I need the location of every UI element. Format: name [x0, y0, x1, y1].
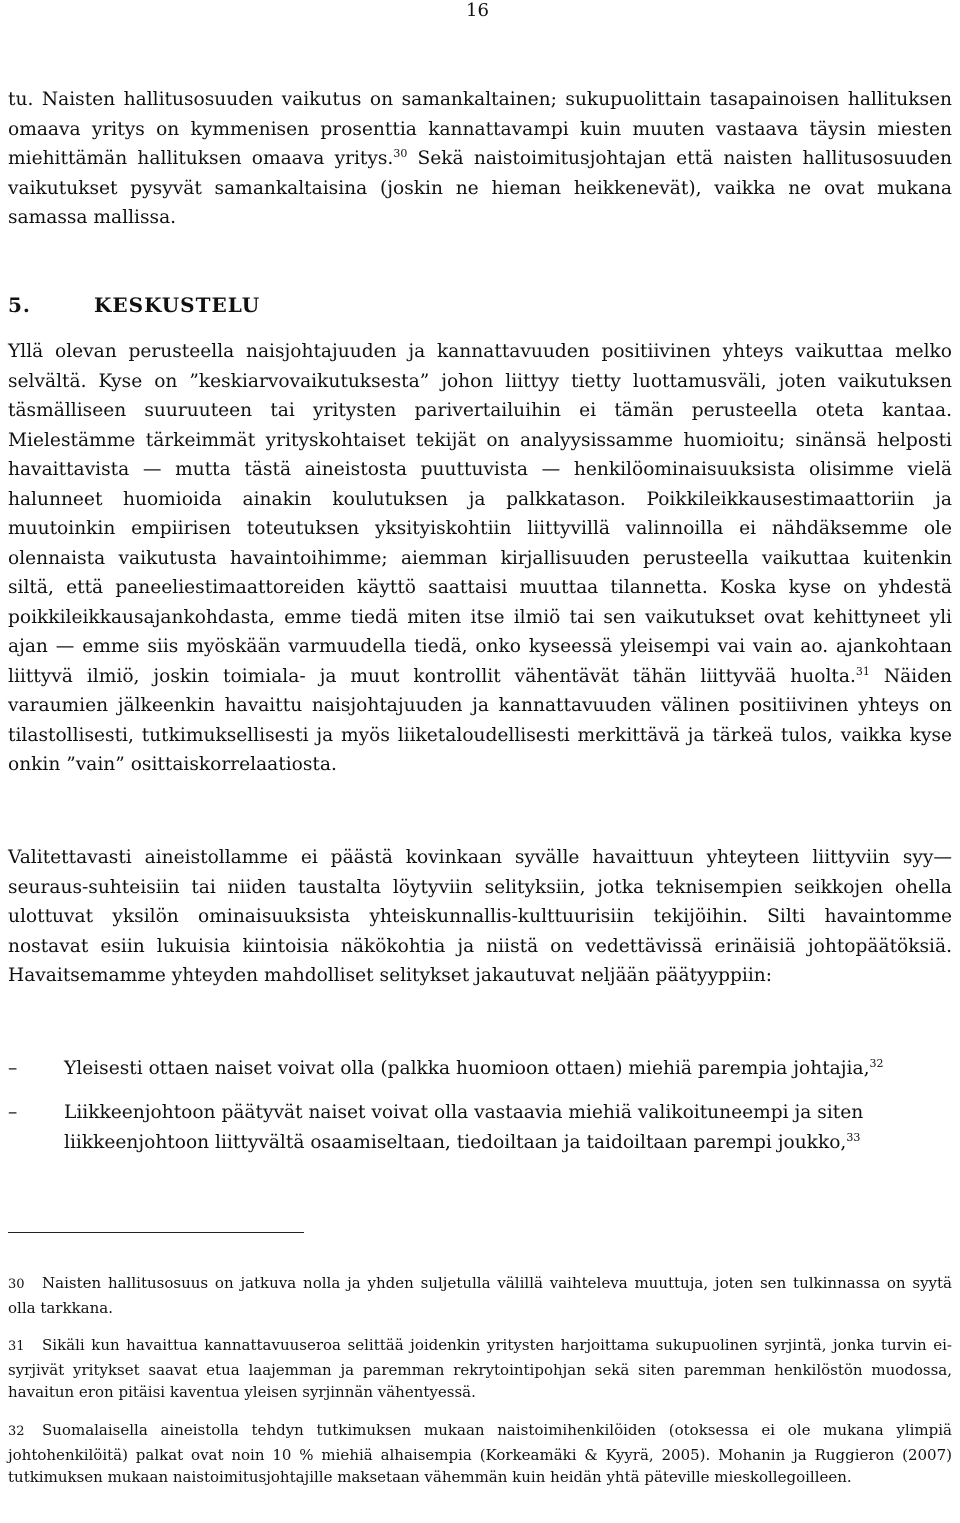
page-number: 16 [466, 0, 489, 21]
paragraph-explanations-text: Valitettavasti aineistollamme ei päästä kovinkaan syvälle havaittuun yhteyteen liittyviin syy—seuraus-suhteisiin tai niiden taustalta löytyviin selityksiin, jotka teknisempien seikkojen ohella ulottuvat yksilön ominaisuuksista yhteiskunnallis-kulttuurisiin tekijöihin. Silti havaintomme nostavat esiin lukuisia kiintoisia näkökohtia ja niistä on vedettävissä erinäisiä johtopäätöksiä. Havaitsemamme yhteyden mahdolliset selitykset jakautuvat neljään päätyyppiin: [8, 847, 952, 986]
paragraph-intro [8, 85, 952, 233]
list-dash: – [8, 1102, 18, 1123]
paragraph-intro-text-b: Sekä naistoimitusjohtajan että naisten hallitusosuuden vaikutukset pysyvät samankaltaisina (joskin ne hieman heikkenevät), vaikka ne ovat mukana samassa mallissa. [8, 148, 953, 228]
list-item [8, 1098, 952, 1158]
footnote-30 [8, 1272, 952, 1319]
section-title: KESKUSTELU [94, 293, 261, 317]
footnote-text: Suomalaisella aineistolla tehdyn tutkimuksen mukaan naistoimihenkilöiden (otoksessa ei ole mukana ylimpiä johtohenkilöitä) palkat ovat noin 10 % miehiä alhaisempia (Korkeamäki & Kyyrä, 2005). Mohanin ja Ruggieron (2007) tutkimuksen mukaan naistoimitusjohtajille maksetaan vähemmän kuin heidän yhtä päteville mieskollegoilleen. [8, 1421, 952, 1486]
paragraph-discussion-text-a: Yllä olevan perusteella naisjohtajuuden ja kannattavuuden positiivinen yhteys vaikuttaa melko selvältä. Kyse on ”keskiarvovaikutuksesta” johon liittyy tietty luottamusväli, joten vaikutuksen täsmälliseen suuruuteen tai yritysten parivertailuihin ei tämän perusteella oteta kantaa. Mielestämme tärkeimmät yrityskohtaiset tekijät on analyysissamme huomioitu; sinänsä helposti havaittavista — mutta tästä aineistosta puuttuvista — henkilöominaisuuksista olisimme vielä halunneet huomioida ainakin koulutuksen ja palkkatason. Poikkileikkausestimaattoriin ja muutoinkin empiirisen toteutuksen yksityiskohtiin liittyvillä valinnoilla ei nähdäksemme ole olennaista vaikutusta havaintoihimme; aiemman kirjallisuuden perusteella vaikuttaa kuitenkin siltä, että paneeliestimaattoreiden käyttö saattaisi muuttaa tilannetta. Koska kyse on yhdestä poikkileikkausajankohdasta, emme tiedä miten itse ilmiö tai sen vaikutukset ovat kehittyneet yli ajan — emme siis myöskään varmuudella tiedä, onko kyseessä yleisempi vai vain ao. ajankohtaan liittyvä ilmiö, joskin toimiala- ja muut kontrollit vähentävät tähän liittyvää huolta. [8, 341, 952, 687]
list-item-text: Yleisesti ottaen naiset voivat olla (palkka huomioon ottaen) miehiä parempia johtajia, [64, 1058, 870, 1079]
paragraph-discussion-text-b: Näiden varaumien jälkeenkin havaittu naisjohtajuuden ja kannattavuuden välinen positiivinen yhteys on tilastollisesti, tutkimuksellisesti ja myös liiketaloudellisesti merkittävä ja tärkeä tulos, vaikka kyse onkin ”vain” osittaiskorrelaatiosta. [8, 665, 953, 775]
footnote-separator [8, 1232, 304, 1233]
footnote-text: Naisten hallitusosuus on jatkuva nolla ja yhden suljetulla välillä vaihteleva muuttuja, joten sen tulkinnassa on syytä olla tarkkana. [8, 1274, 952, 1317]
footnote-number: 30 [8, 1277, 25, 1292]
paragraph-explanations [8, 843, 952, 991]
list-item-text: Liikkeenjohtoon päätyvät naiset voivat olla vastaavia miehiä valikoituneempi ja siten liikkeenjohtoon liittyvältä osaamiseltaan, tiedoiltaan ja taidoiltaan parempi joukko, [64, 1102, 864, 1153]
footnote-ref-32[interactable]: 32 [869, 1056, 884, 1070]
section-heading [8, 293, 260, 317]
paragraph-discussion [8, 337, 952, 780]
footnote-number: 31 [8, 1339, 25, 1354]
list-item [8, 1054, 952, 1084]
list-dash: – [8, 1058, 18, 1079]
footnote-text: Sikäli kun havaittua kannattavuuseroa selittää joidenkin yritysten harjoittama sukupuolinen syrjintä, jonka turvin ei-syrjivät yritykset saavat etua laajemman ja paremman rekrytointipohjan sekä siten paremman henkilöstön muodossa, havaitun eron pitäisi kaventua yleisen syrjinnän vähentyessä. [8, 1336, 952, 1401]
footnote-ref-31[interactable]: 31 [855, 664, 870, 678]
footnote-32 [8, 1419, 952, 1489]
explanation-list [8, 1054, 952, 1172]
footnote-ref-33[interactable]: 33 [846, 1130, 861, 1144]
section-number: 5. [8, 293, 31, 317]
footnote-ref-30[interactable]: 30 [393, 146, 408, 160]
paragraph-intro-text-a: tu. Naisten hallitusosuuden vaikutus on samankaltainen; sukupuolittain tasapainoisen hallituksen omaava yritys on kymmenisen prosenttia kannattavampi kuin muuten vastaava täysin miesten miehittämän hallituksen omaava yritys. [8, 89, 952, 169]
footnote-31 [8, 1334, 952, 1404]
footnote-number: 32 [8, 1424, 25, 1439]
